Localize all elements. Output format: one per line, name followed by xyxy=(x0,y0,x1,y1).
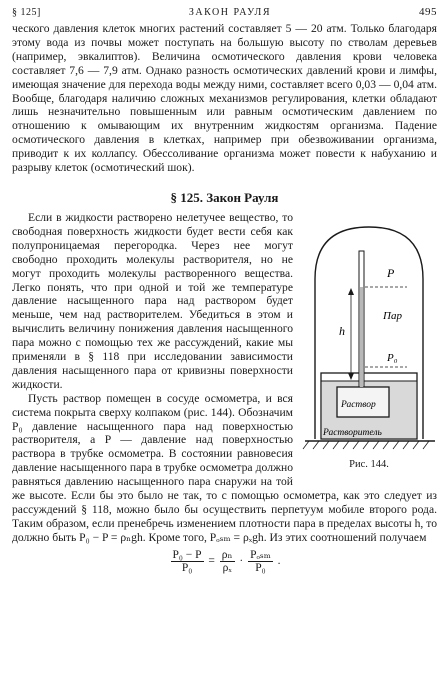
formula-rhs-numerator: Pₒₛₘ xyxy=(250,548,271,561)
formula-lhs-denominator: P₀ xyxy=(181,561,193,574)
formula-density-ratio xyxy=(220,549,235,574)
formula-rhs xyxy=(248,549,273,574)
page-header xyxy=(12,6,437,22)
formula-equals: = xyxy=(208,554,215,567)
book-page xyxy=(12,6,437,574)
paragraph-continued: ческого давления клеток многих растений составляет 5 — 20 атм. Только благодаря этому вода из почвы может поступать на большую высоту по стволам деревьев (например, эвкалиптов). Величина осмотического давления крови человека составляет 7,6 — 7,9 атм. Однако разность осмотических давлений крови и лимфы, имеющая значение для перехода воды между ними, составляет всего 0,03 — 0,04 атм. Вообще, благодаря наличию сложных механизмов регулирования, клетки обладают лишь незначительно повышенным или равным осмотическим давлением по отношению к омывающим их внутренним жидкостям организма. Падение осмотического давления в клетках, например при обезвоживании организма, приводит к их коллапсу. Обессоливание организма может повести к набуханию и разрыву клеток (осмотический шок). xyxy=(12,22,437,175)
label-P0: P₀ xyxy=(387,351,398,364)
formula-rhs-denominator: P₀ xyxy=(255,561,266,574)
formula-mid-denominator: ρₓ xyxy=(222,561,232,574)
tube-liquid-column xyxy=(360,287,363,387)
header-section-ref: § 125] xyxy=(12,7,41,18)
osmometer-diagram xyxy=(301,215,437,457)
figure-144 xyxy=(301,215,437,477)
page-number: 495 xyxy=(419,6,437,18)
label-P: P xyxy=(387,265,395,280)
formula-mid-numerator: ρₙ xyxy=(221,548,233,561)
formula-lhs-numerator: P₀ − P xyxy=(172,548,202,561)
section-title: § 125. Закон Рауля xyxy=(170,189,279,205)
label-h: h xyxy=(339,323,345,338)
figure-caption: Рис. 144. xyxy=(349,458,389,470)
paragraph-2: Пусть раствор помещен в сосуде осмометра, и вся система покрыта сверху колпаком (рис. 144). Обозначим P₀ давление насыщенного пара над поверхностью растворителя, а P — давление над поверхностью раствора в трубке осмометра. В состоянии равновесия давление насыщенного пара в трубке осмометра должно равняться давлению насыщенного пара снаружи на той же высоте. Если бы это было не так, то с помощью осмометра, как это следует из рассуждений § 118, можно было бы осуществить перпетуум мобиле второго рода. Таким образом, если пренебречь изменением плотности пара в пределах высоты h, то должно быть P₀ − P = ρₙgh. Кроме того, Pₒₛₘ = ρₓgh. Из этих соотношений получаем xyxy=(12,391,437,544)
formula-end: . xyxy=(277,554,281,567)
floor-hatching xyxy=(303,441,429,449)
text-with-figure xyxy=(12,211,437,545)
formula-lhs xyxy=(171,549,204,574)
running-title: ЗАКОН РАУЛЯ xyxy=(188,7,271,18)
label-vapor: Пар xyxy=(383,309,402,322)
label-solvent: Растворитель xyxy=(323,427,382,438)
paragraph-1: Если в жидкости растворено нелетучее вещество, то свободная поверхность жидкости будет вести себя как полупроницаемая перегородка. Через нее могут свободно проходить молекулы растворителя, но не могут проходить молекулы растворенного вещества. Легко понять, что при одной и той же температуре давление насыщенного пара над раствором будет меньше, чем над растворителем. Убедиться в этом и вычислить величину понижения давления насыщенного пара можно с помощью тех же рассуждений, какие мы применяли в § 118 при исследовании зависимости давления насыщенного пара от кривизны поверхности жидкости. xyxy=(12,210,293,391)
label-solution: Раствор xyxy=(341,399,376,410)
raoult-formula xyxy=(12,549,437,574)
formula-dot: · xyxy=(239,554,244,567)
